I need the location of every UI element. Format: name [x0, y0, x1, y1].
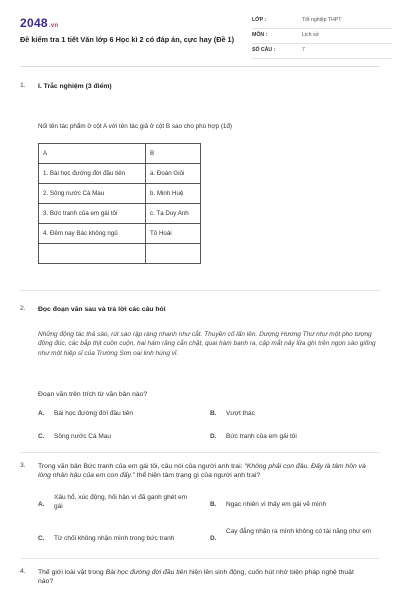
question-1-instruction: Nối tên tác phẩm ở cột A với tên tác giả ở cột B sao cho phù hợp (1đ): [38, 123, 232, 130]
option-letter: C.: [38, 535, 45, 542]
table-cell: b. Minh Huệ: [146, 184, 201, 204]
table-row: [39, 184, 201, 204]
option-letter: D.: [210, 433, 217, 440]
question-3-text: Trong văn bản Bức tranh của em gái tôi, câu nói của người anh trai: "Không phải con đâu. Đấy là tâm hồn và lòng nhân hậu của em con đấy." thể hiện tâm trạng gì của người anh trai?: [38, 463, 366, 480]
meta-value: Lịch sử: [302, 32, 320, 38]
question-4-text: Thế giới loài vật trong Bài học đường đời đầu tiên hiện lên sinh động, cuốn hút nhờ biện pháp nghệ thuật nào?: [38, 569, 354, 586]
option-text: Bài học đường đời đầu tiên: [54, 410, 134, 417]
table-cell: B: [146, 144, 201, 164]
table-cell: [39, 244, 146, 264]
meta-value: 7: [302, 47, 305, 53]
table-cell: 4. Đêm nay Bác không ngủ: [39, 224, 146, 244]
table-row: [39, 144, 201, 164]
question-number: 3.: [20, 462, 26, 469]
question-1-title: I. Trắc nghiệm (3 điểm): [38, 83, 112, 90]
meta-key: SỐ CÂU :: [252, 47, 276, 53]
meta-value: Tốt nghiệp THPT: [302, 17, 342, 23]
table-row: [39, 244, 201, 264]
option-letter: C.: [38, 433, 45, 440]
site-logo[interactable]: 2048.vn: [20, 16, 59, 30]
option-letter: B.: [210, 501, 217, 508]
question-2-prompt: Đoạn văn trên trích từ văn bản nào?: [38, 391, 148, 398]
option-text: Sông nước Cà Mau: [54, 433, 112, 440]
table-row: [39, 224, 201, 244]
table-cell: c. Tạ Duy Anh: [146, 204, 201, 224]
table-cell: 2. Sông nước Cà Mau: [39, 184, 146, 204]
table-cell: [146, 244, 201, 264]
option-letter: D.: [210, 535, 217, 542]
table-cell: A: [39, 144, 146, 164]
option-letter: B.: [210, 410, 217, 417]
question-divider: [20, 452, 380, 453]
header: [20, 14, 388, 60]
table-cell: 1. Bài học đường đời đầu tiên: [39, 164, 146, 184]
header-divider: [20, 66, 380, 67]
table-cell: Tô Hoài: [146, 224, 201, 244]
meta-row-subject: [252, 29, 392, 44]
meta-row-count: [252, 44, 392, 59]
meta-row-class: [252, 14, 392, 29]
option-text: Cay đắng nhận ra mình không có tài năng như em: [226, 528, 372, 535]
table-row: [39, 164, 201, 184]
question-number: 2.: [20, 305, 26, 312]
option-text: Từ chối không nhận mình trong bức tranh: [54, 535, 175, 542]
meta-info: [252, 14, 392, 59]
meta-key: MÔN :: [252, 32, 268, 38]
question-divider: [20, 290, 380, 291]
table-cell: a. Đoàn Giỏi: [146, 164, 201, 184]
table-cell: 3. Bức tranh của em gái tôi: [39, 204, 146, 224]
table-row: [39, 204, 201, 224]
option-text: Vượt thác: [226, 410, 255, 417]
option-text: Ngạc nhiên vì thấy em gái vẽ mình: [226, 501, 327, 508]
meta-key: LỚP :: [252, 17, 267, 23]
question-number: 1.: [20, 82, 26, 89]
option-text: Xấu hổ, xúc động, hối hận vì đã ganh ghét em gái: [54, 494, 187, 510]
question-number: 4.: [20, 568, 26, 575]
question-divider: [20, 558, 380, 559]
option-letter: A.: [38, 410, 45, 417]
question-2-title: Đọc đoạn văn sau và trả lời các câu hỏi: [38, 306, 166, 313]
option-text: Bức tranh của em gái tôi: [226, 433, 297, 440]
reading-passage: Những động tác thả sào, rút sào rập ràng nhanh như cắt. Thuyền cố lấn lên. Dượng Hương Thư như một pho tượng đồng đúc, các bắp thịt cuồn cuộn, hai hàm răng cắn chặt, quai hàm bạnh ra, cặp mắt nảy lửa ghì trên ngọn sào giống như một hiệp sĩ của Trường Sơn oai linh hùng vĩ.: [38, 331, 376, 357]
page-title: Đề kiểm tra 1 tiết Văn lớp 6 Học kì 2 có đáp án, cực hay (Đề 1): [20, 35, 235, 44]
option-letter: A.: [38, 501, 45, 508]
matching-table: [38, 143, 201, 264]
